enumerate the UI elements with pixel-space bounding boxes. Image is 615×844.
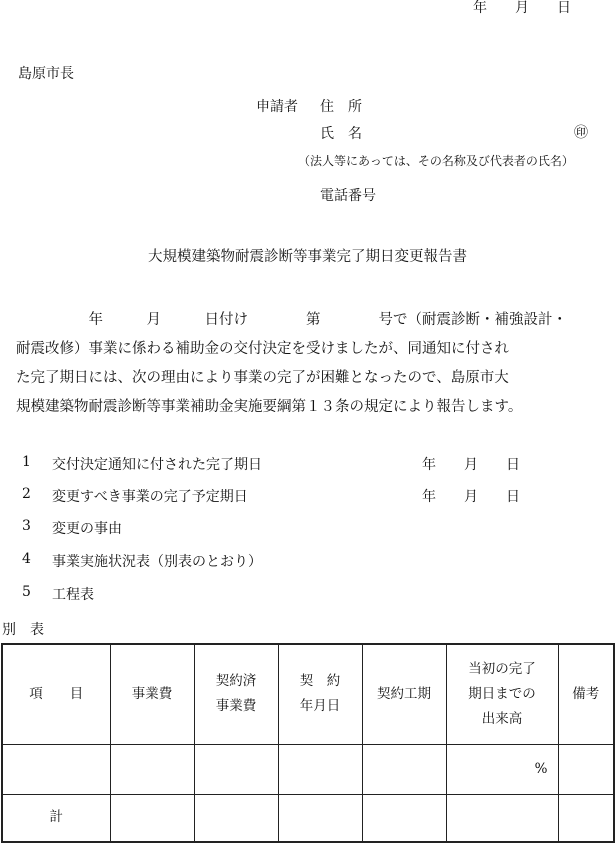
table-cell bbox=[194, 794, 278, 842]
item-number: 3 bbox=[22, 518, 31, 534]
total-label: 計 bbox=[2, 794, 110, 842]
corporate-note: （法人等にあっては、その名称及び代表者の氏名） bbox=[298, 154, 574, 168]
item-text: 変更の事由 bbox=[52, 521, 122, 537]
table-cell bbox=[446, 794, 558, 842]
address-label: 住 所 bbox=[320, 99, 362, 115]
table-cell bbox=[558, 794, 614, 842]
item-number: 5 bbox=[22, 584, 31, 600]
list-item bbox=[22, 454, 582, 474]
col-header-cost: 事業費 bbox=[110, 644, 194, 744]
col-header-progress: 当初の完了 期日までの 出来高 bbox=[446, 644, 558, 744]
body-line: 耐震改修）事業に係わる補助金の交付決定を受けましたが、同通知に付され bbox=[16, 341, 509, 357]
item-text: 工程表 bbox=[52, 587, 94, 603]
table-cell bbox=[446, 744, 558, 794]
table-cell bbox=[278, 744, 362, 794]
list-item bbox=[22, 551, 582, 571]
table-cell bbox=[558, 744, 614, 794]
item-text: 事業実施状況表（別表のとおり） bbox=[52, 554, 262, 570]
table-cell bbox=[362, 794, 446, 842]
percent-sign: % bbox=[534, 760, 548, 777]
body-line: た完了期日には、次の理由により事業の完了が困難となったので、島原市大 bbox=[16, 370, 509, 386]
list-item bbox=[22, 518, 582, 538]
item-text: 変更すべき事業の完了予定期日 bbox=[52, 489, 248, 505]
applicant-role-label: 申請者 bbox=[256, 99, 298, 115]
table-header-row bbox=[2, 644, 614, 744]
body-line: 年 月 日付け 第 号で（耐震診断・補強設計・ bbox=[16, 312, 567, 328]
table-cell bbox=[194, 744, 278, 794]
table-cell bbox=[110, 794, 194, 842]
table-total-row bbox=[2, 794, 614, 842]
table-cell bbox=[110, 744, 194, 794]
status-table bbox=[1, 643, 615, 843]
item-number: 1 bbox=[22, 454, 31, 470]
name-label: 氏 名 bbox=[320, 126, 362, 142]
table-row bbox=[2, 744, 614, 794]
phone-label: 電話番号 bbox=[320, 188, 376, 204]
col-header-contract-period: 契約工期 bbox=[362, 644, 446, 744]
table-cell bbox=[2, 744, 110, 794]
col-header-remarks: 備考 bbox=[558, 644, 614, 744]
list-item bbox=[22, 486, 582, 506]
appendix-label: 別 表 bbox=[2, 622, 44, 638]
list-item bbox=[22, 584, 582, 604]
date-line: 年 月 日 bbox=[473, 0, 571, 16]
table-cell bbox=[362, 744, 446, 794]
col-header-contracted-cost: 契約済 事業費 bbox=[194, 644, 278, 744]
item-date: 年 月 日 bbox=[422, 457, 520, 473]
body-paragraph bbox=[16, 306, 600, 422]
addressee: 島原市長 bbox=[18, 66, 74, 82]
body-line: 規模建築物耐震診断等事業補助金実施要綱第１３条の規定により報告します。 bbox=[16, 399, 523, 415]
table-cell bbox=[278, 794, 362, 842]
item-number: 2 bbox=[22, 486, 31, 502]
col-header-contract-date: 契 約 年月日 bbox=[278, 644, 362, 744]
item-text: 交付決定通知に付された完了期日 bbox=[52, 457, 262, 473]
col-header-item: 項 目 bbox=[2, 644, 110, 744]
seal-mark: ㊞ bbox=[574, 125, 588, 141]
item-date: 年 月 日 bbox=[422, 489, 520, 505]
item-number: 4 bbox=[22, 551, 31, 567]
document-title: 大規模建築物耐震診断等事業完了期日変更報告書 bbox=[148, 249, 467, 265]
